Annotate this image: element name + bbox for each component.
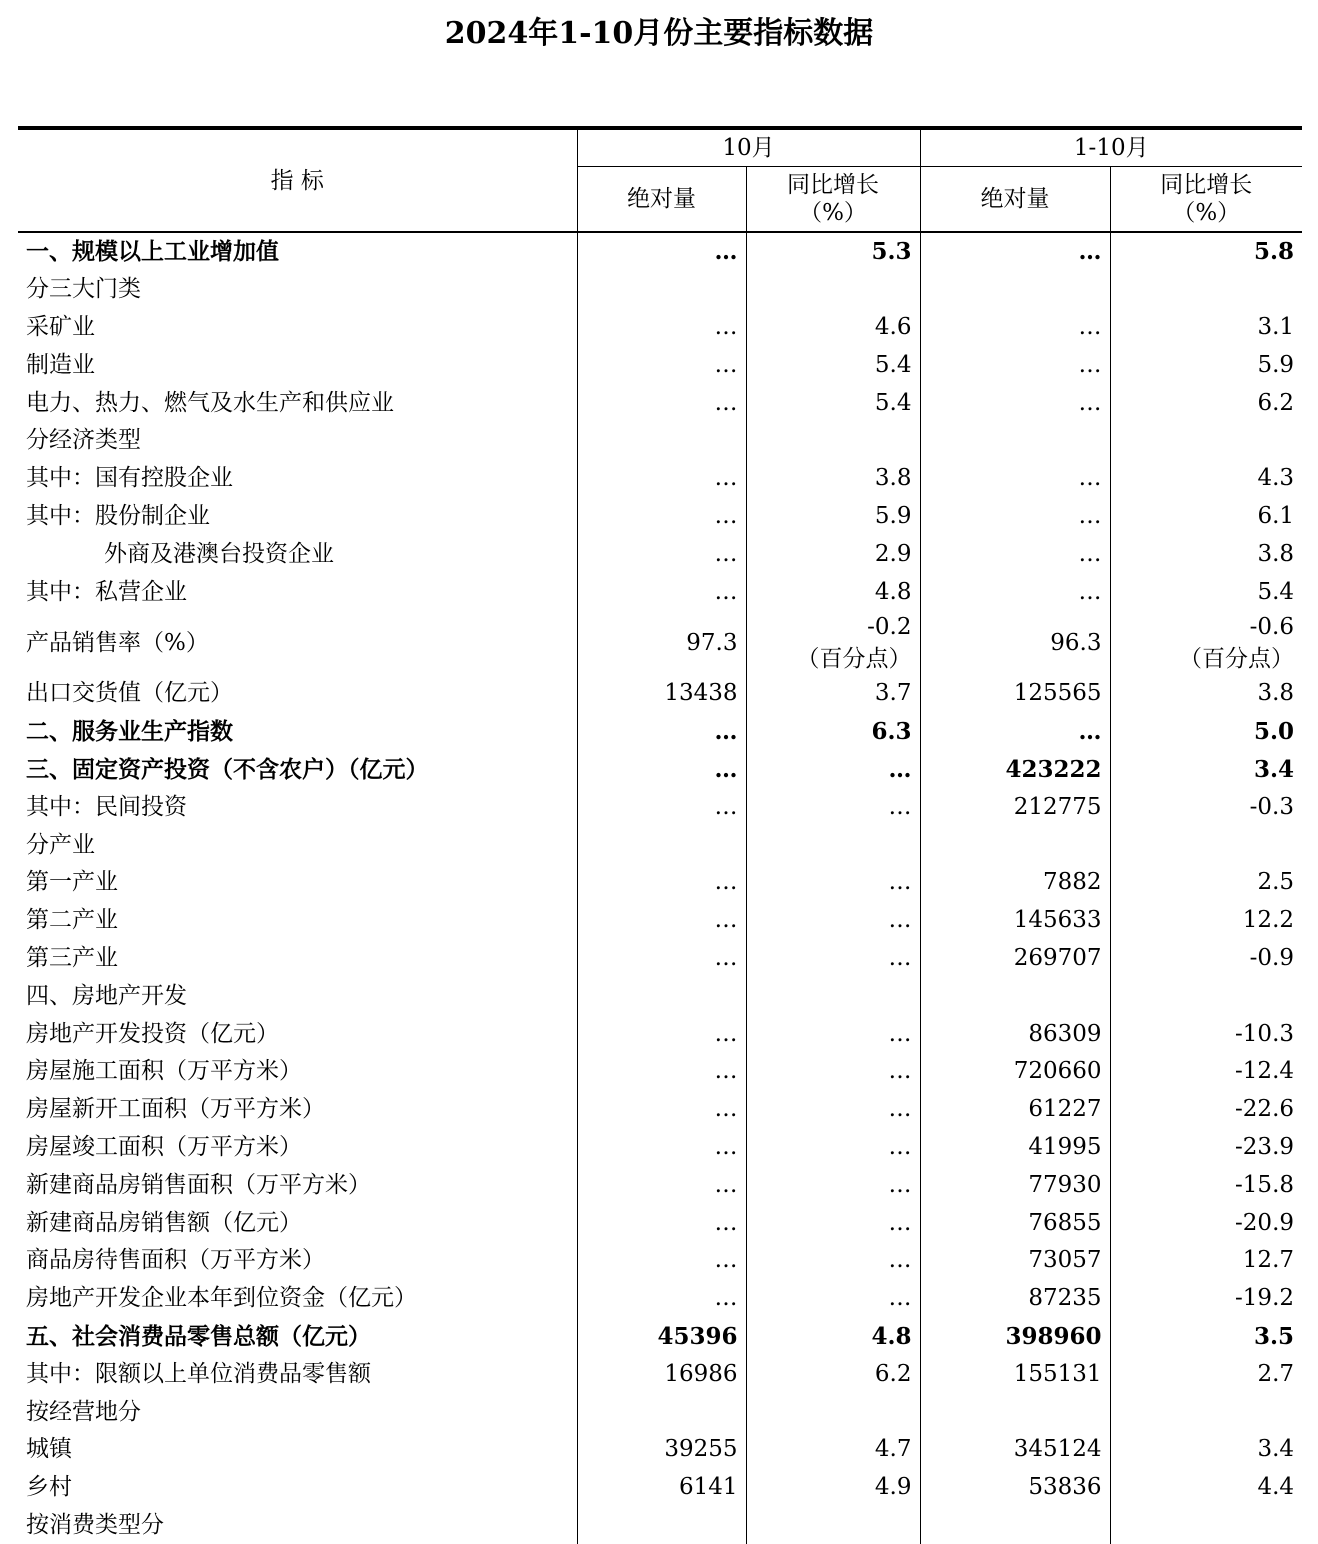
table-body: [18, 232, 1302, 1544]
month-abs-cell: [577, 1507, 746, 1544]
header-indicator: 指 标: [18, 128, 577, 232]
ytd-yoy-cell: [1110, 422, 1302, 460]
month-yoy-cell: …: [746, 1204, 920, 1242]
ytd-abs-cell: 398960: [920, 1318, 1110, 1356]
ytd-yoy-cell: -23.9: [1110, 1129, 1302, 1167]
row-label: 其中：国有控股企业: [18, 460, 577, 498]
month-yoy-cell: …: [746, 1053, 920, 1091]
ytd-abs-cell: 345124: [920, 1431, 1110, 1469]
month-abs-cell: …: [577, 1091, 746, 1129]
table-row: [18, 1469, 1302, 1507]
month-abs-cell: …: [577, 460, 746, 498]
table-row: [18, 573, 1302, 611]
ytd-abs-cell: 41995: [920, 1129, 1110, 1167]
month-abs-cell: 39255: [577, 1431, 746, 1469]
row-label: 采矿业: [18, 309, 577, 347]
header-ytd-abs: 绝对量: [920, 167, 1110, 233]
table-row: [18, 713, 1302, 751]
ytd-abs-cell: …: [920, 460, 1110, 498]
ytd-abs-cell: 125565: [920, 675, 1110, 713]
month-abs-cell: …: [577, 788, 746, 826]
month-abs-cell: [577, 422, 746, 460]
ytd-abs-cell: 155131: [920, 1355, 1110, 1393]
month-abs-cell: …: [577, 864, 746, 902]
row-label: 其中：限额以上单位消费品零售额: [18, 1355, 577, 1393]
row-label: 房屋施工面积（万平方米）: [18, 1053, 577, 1091]
ytd-yoy-cell: 5.0: [1110, 713, 1302, 751]
header-month-abs: 绝对量: [577, 167, 746, 233]
row-label: 三、固定资产投资（不含农户）（亿元）: [18, 751, 577, 789]
ytd-yoy-cell: 5.9: [1110, 346, 1302, 384]
table-row: [18, 1318, 1302, 1356]
month-abs-cell: [577, 826, 746, 864]
ytd-abs-cell: …: [920, 535, 1110, 573]
month-abs-cell: …: [577, 1204, 746, 1242]
row-label: 电力、热力、燃气及水生产和供应业: [18, 384, 577, 422]
table-row: [18, 751, 1302, 789]
ytd-yoy-cell: 6.1: [1110, 498, 1302, 536]
month-yoy-cell: 4.8: [746, 1318, 920, 1356]
month-yoy-cell: 4.8: [746, 573, 920, 611]
ytd-yoy-cell: -0.9: [1110, 940, 1302, 978]
row-label: 新建商品房销售额（亿元）: [18, 1204, 577, 1242]
month-abs-cell: …: [577, 309, 746, 347]
row-label: 第一产业: [18, 864, 577, 902]
row-label: 城镇: [18, 1431, 577, 1469]
ytd-abs-cell: …: [920, 713, 1110, 751]
ytd-abs-cell: 86309: [920, 1015, 1110, 1053]
month-abs-cell: …: [577, 1129, 746, 1167]
table-row: [18, 788, 1302, 826]
month-yoy-cell: 4.6: [746, 309, 920, 347]
month-abs-cell: …: [577, 751, 746, 789]
ytd-abs-cell: …: [920, 573, 1110, 611]
ytd-yoy-cell: 6.2: [1110, 384, 1302, 422]
month-abs-cell: …: [577, 346, 746, 384]
ytd-abs-cell: 269707: [920, 940, 1110, 978]
ytd-yoy-cell: 3.8: [1110, 535, 1302, 573]
ytd-yoy-cell: -10.3: [1110, 1015, 1302, 1053]
ytd-yoy-cell: -0.3: [1110, 788, 1302, 826]
header-group-month: 10月: [577, 128, 920, 167]
month-yoy-cell: 3.8: [746, 460, 920, 498]
month-yoy-cell: …: [746, 1015, 920, 1053]
ytd-yoy-cell: [1110, 826, 1302, 864]
table-row: [18, 1355, 1302, 1393]
table-row: [18, 940, 1302, 978]
ytd-yoy-cell: 2.7: [1110, 1355, 1302, 1393]
table-row: [18, 864, 1302, 902]
month-abs-cell: …: [577, 498, 746, 536]
ytd-abs-cell: 212775: [920, 788, 1110, 826]
month-yoy-cell: 5.9: [746, 498, 920, 536]
month-yoy-cell: …: [746, 940, 920, 978]
table-row: [18, 460, 1302, 498]
ytd-abs-cell: …: [920, 498, 1110, 536]
month-yoy-cell: [746, 1507, 920, 1544]
table-row: [18, 1166, 1302, 1204]
ytd-abs-cell: …: [920, 309, 1110, 347]
indicator-table: [18, 126, 1302, 1544]
ytd-abs-cell: [920, 422, 1110, 460]
month-yoy-cell: …: [746, 1091, 920, 1129]
month-abs-cell: [577, 1393, 746, 1431]
month-yoy-cell: …: [746, 864, 920, 902]
ytd-abs-cell: …: [920, 384, 1110, 422]
row-label: 房屋新开工面积（万平方米）: [18, 1091, 577, 1129]
table-row: [18, 902, 1302, 940]
ytd-abs-cell: 61227: [920, 1091, 1110, 1129]
table-row: [18, 826, 1302, 864]
table-row: [18, 675, 1302, 713]
month-abs-cell: …: [577, 1166, 746, 1204]
ytd-yoy-cell: [1110, 977, 1302, 1015]
row-label: 其中：民间投资: [18, 788, 577, 826]
ytd-abs-cell: [920, 1393, 1110, 1431]
month-abs-cell: …: [577, 1280, 746, 1318]
month-abs-cell: …: [577, 1015, 746, 1053]
row-label: 第三产业: [18, 940, 577, 978]
month-yoy-cell: 6.3: [746, 713, 920, 751]
table-row: [18, 232, 1302, 271]
header-ytd-yoy: 同比增长 （%）: [1110, 167, 1302, 233]
ytd-yoy-cell: -12.4: [1110, 1053, 1302, 1091]
table-row: [18, 498, 1302, 536]
month-abs-cell: …: [577, 940, 746, 978]
month-yoy-cell: 6.2: [746, 1355, 920, 1393]
month-abs-cell: 16986: [577, 1355, 746, 1393]
ytd-yoy-cell: 2.5: [1110, 864, 1302, 902]
month-abs-cell: …: [577, 384, 746, 422]
ytd-abs-cell: 53836: [920, 1469, 1110, 1507]
table-row: [18, 977, 1302, 1015]
ytd-yoy-cell: 4.4: [1110, 1469, 1302, 1507]
header-month-yoy: 同比增长 （%）: [746, 167, 920, 233]
table-row: [18, 1507, 1302, 1544]
month-yoy-cell: 5.3: [746, 232, 920, 271]
ytd-yoy-cell: -20.9: [1110, 1204, 1302, 1242]
ytd-abs-cell: …: [920, 232, 1110, 271]
month-yoy-cell: …: [746, 788, 920, 826]
month-abs-cell: 6141: [577, 1469, 746, 1507]
table-row: [18, 1280, 1302, 1318]
month-yoy-cell: …: [746, 1280, 920, 1318]
ytd-yoy-cell: 3.1: [1110, 309, 1302, 347]
month-abs-cell: [577, 271, 746, 309]
table-row: [18, 1242, 1302, 1280]
table-row: [18, 1204, 1302, 1242]
month-abs-cell: 45396: [577, 1318, 746, 1356]
row-label: 一、规模以上工业增加值: [18, 232, 577, 271]
month-abs-cell: …: [577, 1053, 746, 1091]
ytd-abs-cell: [920, 826, 1110, 864]
month-yoy-cell: -0.2 （百分点）: [746, 611, 920, 675]
month-yoy-cell: 4.9: [746, 1469, 920, 1507]
row-label: 出口交货值（亿元）: [18, 675, 577, 713]
ytd-abs-cell: 76855: [920, 1204, 1110, 1242]
ytd-abs-cell: [920, 271, 1110, 309]
ytd-abs-cell: [920, 1507, 1110, 1544]
ytd-yoy-cell: [1110, 1507, 1302, 1544]
ytd-yoy-cell: -22.6: [1110, 1091, 1302, 1129]
ytd-yoy-cell: -15.8: [1110, 1166, 1302, 1204]
table-row: [18, 1091, 1302, 1129]
ytd-yoy-cell: [1110, 271, 1302, 309]
table-row: [18, 384, 1302, 422]
ytd-yoy-cell: 3.4: [1110, 1431, 1302, 1469]
month-yoy-cell: [746, 1393, 920, 1431]
month-abs-cell: …: [577, 535, 746, 573]
ytd-yoy-cell: 3.4: [1110, 751, 1302, 789]
row-label: 二、服务业生产指数: [18, 713, 577, 751]
table-row: [18, 422, 1302, 460]
row-label: 产品销售率（%）: [18, 611, 577, 675]
table-row: [18, 611, 1302, 675]
month-yoy-cell: 4.7: [746, 1431, 920, 1469]
table-row: [18, 1431, 1302, 1469]
ytd-abs-cell: 7882: [920, 864, 1110, 902]
row-label: 按经营地分: [18, 1393, 577, 1431]
ytd-yoy-cell: 5.4: [1110, 573, 1302, 611]
ytd-yoy-cell: 5.8: [1110, 232, 1302, 271]
row-label: 按消费类型分: [18, 1507, 577, 1544]
ytd-abs-cell: [920, 977, 1110, 1015]
month-abs-cell: …: [577, 713, 746, 751]
month-abs-cell: [577, 977, 746, 1015]
table-row: [18, 535, 1302, 573]
month-abs-cell: 97.3: [577, 611, 746, 675]
table-row: [18, 346, 1302, 384]
ytd-abs-cell: 96.3: [920, 611, 1110, 675]
month-yoy-cell: …: [746, 751, 920, 789]
month-yoy-cell: 3.7: [746, 675, 920, 713]
month-yoy-cell: [746, 826, 920, 864]
table-row: [18, 1393, 1302, 1431]
table-row: [18, 1129, 1302, 1167]
table-row: [18, 271, 1302, 309]
row-label: 新建商品房销售面积（万平方米）: [18, 1166, 577, 1204]
ytd-abs-cell: 145633: [920, 902, 1110, 940]
ytd-abs-cell: 73057: [920, 1242, 1110, 1280]
row-label: 外商及港澳台投资企业: [18, 535, 577, 573]
ytd-yoy-cell: [1110, 1393, 1302, 1431]
row-label: 分产业: [18, 826, 577, 864]
month-yoy-cell: [746, 422, 920, 460]
month-yoy-cell: 5.4: [746, 384, 920, 422]
month-abs-cell: 13438: [577, 675, 746, 713]
row-label: 第二产业: [18, 902, 577, 940]
ytd-yoy-cell: 12.7: [1110, 1242, 1302, 1280]
ytd-abs-cell: 87235: [920, 1280, 1110, 1318]
row-label: 分经济类型: [18, 422, 577, 460]
month-abs-cell: …: [577, 1242, 746, 1280]
month-abs-cell: …: [577, 573, 746, 611]
month-yoy-cell: …: [746, 1129, 920, 1167]
row-label: 四、房地产开发: [18, 977, 577, 1015]
month-yoy-cell: …: [746, 1166, 920, 1204]
ytd-yoy-cell: 4.3: [1110, 460, 1302, 498]
month-yoy-cell: [746, 977, 920, 1015]
page-title: 2024年1-10月份主要指标数据: [0, 8, 1318, 52]
ytd-yoy-cell: 12.2: [1110, 902, 1302, 940]
ytd-abs-cell: 423222: [920, 751, 1110, 789]
month-abs-cell: …: [577, 902, 746, 940]
ytd-abs-cell: …: [920, 346, 1110, 384]
month-abs-cell: …: [577, 232, 746, 271]
header-group-ytd: 1-10月: [920, 128, 1302, 167]
month-yoy-cell: …: [746, 902, 920, 940]
ytd-yoy-cell: -0.6 （百分点）: [1110, 611, 1302, 675]
table-row: [18, 1015, 1302, 1053]
row-label: 商品房待售面积（万平方米）: [18, 1242, 577, 1280]
ytd-yoy-cell: 3.5: [1110, 1318, 1302, 1356]
row-label: 房屋竣工面积（万平方米）: [18, 1129, 577, 1167]
row-label: 制造业: [18, 346, 577, 384]
row-label: 五、社会消费品零售总额（亿元）: [18, 1318, 577, 1356]
ytd-abs-cell: 720660: [920, 1053, 1110, 1091]
row-label: 房地产开发投资（亿元）: [18, 1015, 577, 1053]
ytd-yoy-cell: 3.8: [1110, 675, 1302, 713]
ytd-abs-cell: 77930: [920, 1166, 1110, 1204]
row-label: 房地产开发企业本年到位资金（亿元）: [18, 1280, 577, 1318]
month-yoy-cell: [746, 271, 920, 309]
row-label: 其中：股份制企业: [18, 498, 577, 536]
ytd-yoy-cell: -19.2: [1110, 1280, 1302, 1318]
month-yoy-cell: 2.9: [746, 535, 920, 573]
month-yoy-cell: 5.4: [746, 346, 920, 384]
table-row: [18, 309, 1302, 347]
row-label: 分三大门类: [18, 271, 577, 309]
row-label: 其中：私营企业: [18, 573, 577, 611]
row-label: 乡村: [18, 1469, 577, 1507]
table-row: [18, 1053, 1302, 1091]
month-yoy-cell: …: [746, 1242, 920, 1280]
